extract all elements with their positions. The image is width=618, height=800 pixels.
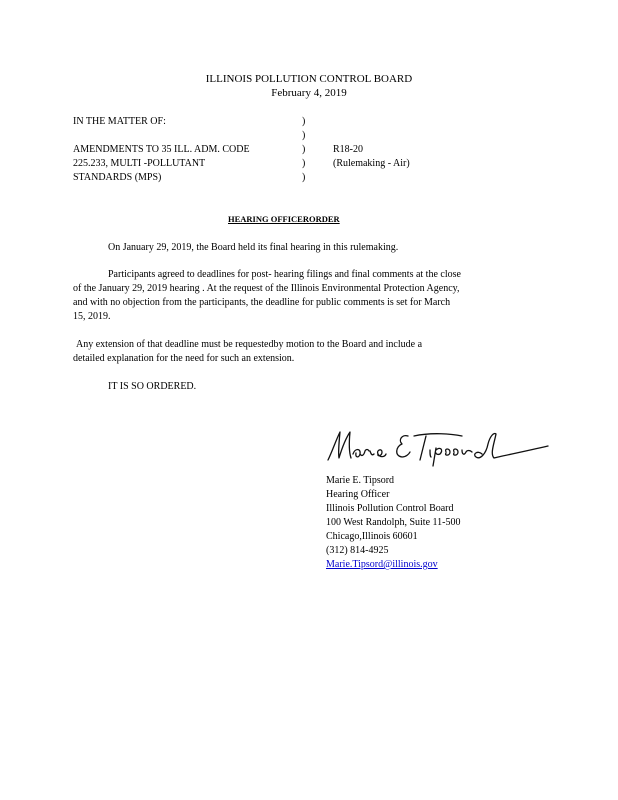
order-heading: HEARING OFFICERORDER xyxy=(228,214,340,224)
rulemaking-type: (Rulemaking - Air) xyxy=(333,158,410,169)
signer-title: Hearing Officer xyxy=(326,489,390,500)
caption-paren-2: ) xyxy=(302,130,306,141)
caption-paren-5: ) xyxy=(302,172,306,183)
so-ordered: IT IS SO ORDERED. xyxy=(108,381,197,392)
paragraph-1: On January 29, 2019, the Board held its final hearing in this rulemaking. xyxy=(108,242,399,253)
caption-paren-4: ) xyxy=(302,158,306,169)
document-date: February 4, 2019 xyxy=(271,87,347,99)
signer-phone: (312) 814-4925 xyxy=(326,545,389,556)
signer-name: Marie E. Tipsord xyxy=(326,475,395,486)
caption-line-5: STANDARDS (MPS) xyxy=(73,172,162,183)
paragraph-2-line-2: of the January 29, 2019 hearing . At the request of the Illinois Environmental Protection Agency, xyxy=(73,283,460,294)
signature-script-text: Marie E Tipsord xyxy=(322,424,329,425)
agency-title: ILLINOIS POLLUTION CONTROL BOARD xyxy=(205,73,413,85)
caption-line-4: 225.233, MULTI -POLLUTANT xyxy=(73,158,206,169)
caption-paren-3: ) xyxy=(302,144,306,155)
signature-block xyxy=(326,474,460,572)
paragraph-2-line-4: 15, 2019. xyxy=(73,311,111,322)
signer-organization: Illinois Pollution Control Board xyxy=(326,503,454,514)
paragraph-3-line-1: Any extension of that deadline must be requestedby motion to the Board and include a xyxy=(76,339,423,350)
docket-number: R18-20 xyxy=(333,144,363,155)
caption-paren-1: ) xyxy=(302,116,306,127)
caption-line-1: IN THE MATTER OF: xyxy=(73,116,166,127)
paragraph-2-line-3: and with no objection from the participants, the deadline for public comments is set for March xyxy=(73,297,451,308)
caption-line-3: AMENDMENTS TO 35 ILL. ADM. CODE xyxy=(73,144,250,155)
handwritten-signature xyxy=(322,424,552,468)
signer-address-line-2: Chicago,Illinois 60601 xyxy=(326,531,418,542)
paragraph-3-line-2: detailed explanation for the need for such an extension. xyxy=(73,353,295,364)
signer-email-link[interactable]: Marie.Tipsord@illinois.gov xyxy=(326,559,438,570)
paragraph-2-line-1: Participants agreed to deadlines for post- hearing filings and final comments at the close xyxy=(108,269,461,280)
signer-address-line-1: 100 West Randolph, Suite 11-500 xyxy=(326,517,461,528)
